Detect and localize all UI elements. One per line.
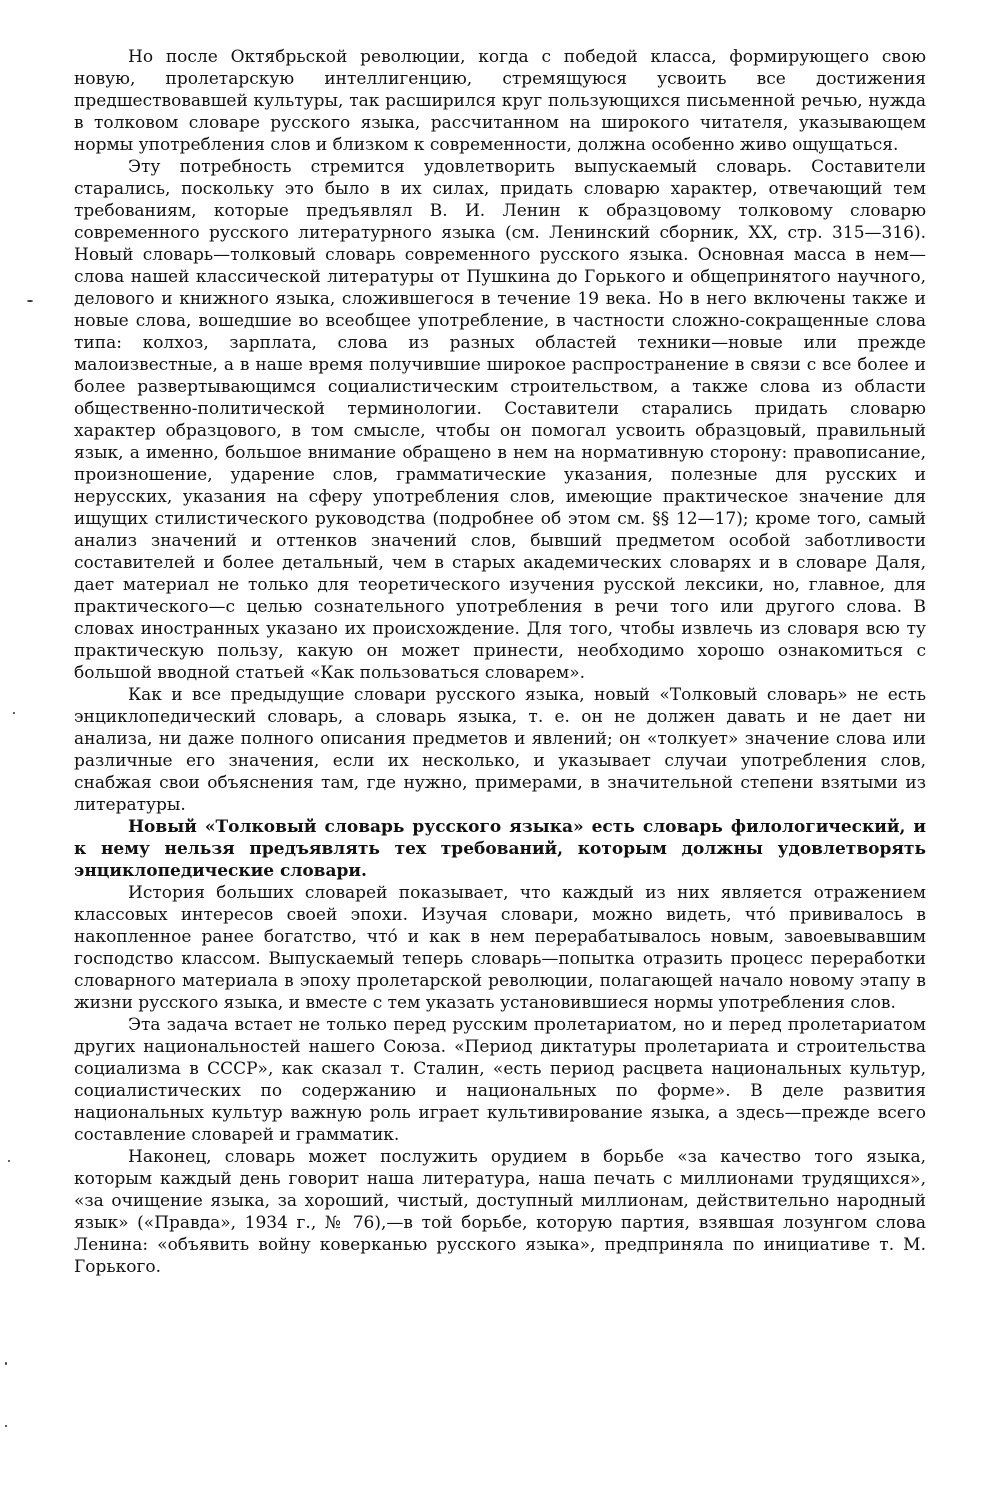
scan-speck <box>5 1362 7 1365</box>
scan-speck <box>27 300 33 302</box>
scan-speck <box>5 1425 7 1427</box>
paragraph-3: Как и все предыдущие словари русского языка, новый «Толковый словарь» не есть энциклопедический словарь, а словарь языка, т. е. он не должен давать и не дает ни анализа, ни даже полного описания предметов и явлений; он «толкует» значение слова или различные его значения, если их несколько, и указывает случаи употребления слов, снабжая свои объяснения там, где нужно, примерами, в значительной степени взятыми из литературы. <box>74 685 926 815</box>
paragraph-6: Эта задача встает не только перед русским пролетариатом, но и перед пролетариатом других национальностей нашего Союза. «Период диктатуры пролетариата и строительства социализма в СССР», как сказал т. Сталин, «есть период расцвета национальных культур, социалистических по содержанию и национальных по форме». В деле развития национальных культур важную роль играет культивирование языка, а здесь—прежде всего составление словарей и грамматик. <box>74 1015 926 1145</box>
paragraph-1: Но после Октябрьской революции, когда с победой класса, формирующего свою новую, пролетарскую интеллигенцию, стремящуюся усвоить все достижения предшествовавшей культуры, так расширился круг пользующихся письменной речью, нужда в толковом словаре русского языка, рассчитанном на широкого читателя, указывающем нормы употребления слов и близком к современности, должна особенно живо ощущаться. <box>74 47 926 155</box>
paragraph-4-bold-statement: Новый «Толковый словарь русского языка» есть словарь филологический, и к нему нельзя предъявлять тех требований, которым должны удовлетворять энциклопедические словари. <box>74 817 926 881</box>
paragraph-5: История больших словарей показывает, что каждый из них является отражением классовых интересов своей эпохи. Изучая словари, можно видеть, что́ прививалось в накопленное ранее богатство, что́ и как в нем перерабатывалось новым, завоевывавшим господство классом. Выпускаемый теперь словарь—попытка отразить процесс переработки словарного материала в эпоху пролетарской революции, полагающей начало новому этапу в жизни русского языка, и вместе с тем указать установившиеся нормы употребления слов. <box>74 883 926 1013</box>
paragraph-7: Наконец, словарь может послужить орудием в борьбе «за качество того языка, которым каждый день говорит наша литература, наша печать с миллионами трудящихся», «за очищение языка, за хороший, чистый, доступный миллионам, действительно народный язык» («Правда», 1934 г., № 76),—в той борьбе, которую партия, взявшая лозунгом слова Ленина: «объявить войну коверканью русского языка», предприняла по инициативе т. М. Горького. <box>74 1147 926 1277</box>
scan-speck <box>8 1160 10 1162</box>
paragraph-2: Эту потребность стремится удовлетворить выпускаемый словарь. Составители старались, поскольку это было в их силах, придать словарю характер, отвечающий тем требованиям, которые предъявлял В. И. Ленин к образцовому толковому словарю современного русского литературного языка (см. Ленинский сборник, XX, стр. 315—316). Новый словарь—толковый словарь современного русского языка. Основная масса в нем—слова нашей классической литературы от Пушкина до Горького и общепринятого научного, делового и книжного языка, сложившегося в течение 19 века. Но в него включены также и новые слова, вошедшие во всеобщее употребление, в частности сложно-сокращенные слова типа: колхоз, зарплата, слова из разных областей техники—новые или прежде малоизвестные, а в наше время получившие широкое распространение в связи с все более и более развертывающимся социалистическим строительством, а также слова из области общественно-политической терминологии. Составители старались придать словарю характер образцового, в том смысле, чтобы он помогал усвоить образцовый, правильный язык, а именно, большое внимание обращено в нем на нормативную сторону: правописание, произношение, ударение слов, грамматические указания, полезные для русских и нерусских, указания на сферу употребления слов, имеющие практическое значение для ищущих стилистического руководства (подробнее об этом см. §§ 12—17); кроме того, самый анализ значений и оттенков значений слов, бывший предметом особой заботливости составителей и более детальный, чем в старых академических словарях и в словаре Даля, дает материал не только для теоретического изучения русской лексики, но, главное, для практического—с целью сознательного употребления в речи того или другого слова. В словах иностранных указано их происхождение. Для того, чтобы извлечь из словаря всю ту практическую пользу, какую он может принести, необходимо хорошо ознакомиться с большой вводной статьей «Как пользоваться словарем». <box>74 157 926 683</box>
document-page <box>74 46 926 1278</box>
scan-speck <box>13 712 15 714</box>
